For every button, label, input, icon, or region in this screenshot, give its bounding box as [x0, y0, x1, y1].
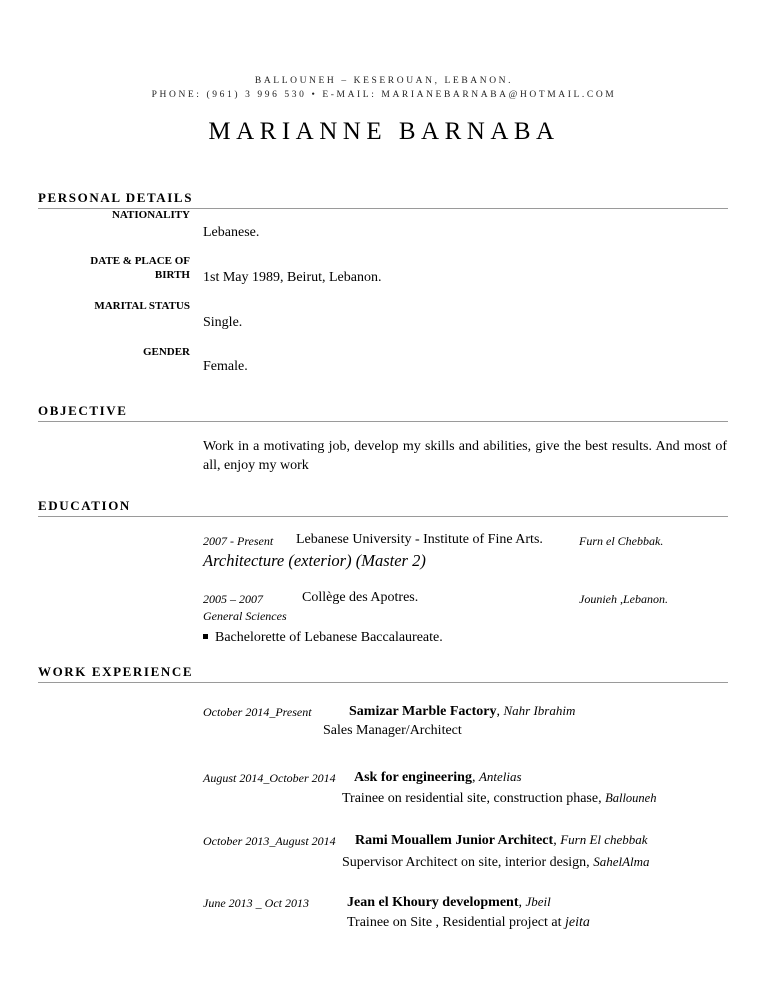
work-place: Nahr Ibrahim	[503, 703, 576, 718]
education-degree: Architecture (exterior) (Master 2)	[203, 551, 426, 570]
nationality-value: Lebanese.	[203, 225, 260, 240]
work-company: Jean el Khoury development	[347, 895, 519, 910]
bullet-square-icon	[203, 634, 208, 639]
contact-line: PHONE: (961) 3 996 530 • E-MAIL: MARIANEBARNABA@HOTMAIL.COM	[151, 90, 617, 100]
education-date: 2007 - Present	[203, 534, 274, 548]
work-role-line	[342, 854, 650, 871]
bullet-text: Bachelorette of Lebanese Baccalaureate.	[215, 630, 443, 645]
work-role-place: SahelAlma	[593, 854, 650, 869]
dob-value: 1st May 1989, Beirut, Lebanon.	[203, 270, 382, 285]
gender-value: Female.	[203, 359, 248, 374]
work-company-line: Ask for engineering, Antelias	[354, 769, 522, 785]
education-place: Jounieh ,Lebanon.	[579, 592, 668, 606]
work-date: October 2013_August 2014	[203, 834, 336, 848]
section-title-education: EDUCATION	[38, 498, 131, 513]
nationality-label: NATIONALITY	[111, 209, 190, 221]
work-company-line: Rami Mouallem Junior Architect, Furn El chebbak	[355, 832, 648, 848]
section-title-work-experience: WORK EXPERIENCE	[38, 664, 194, 679]
education-field: General Sciences	[203, 609, 287, 623]
education-bullet-item	[203, 630, 443, 646]
work-company-line: Jean el Khoury development, Jbeil	[347, 894, 551, 910]
dob-label-line-1: DATE & PLACE OF	[90, 255, 190, 267]
work-date: October 2014_Present	[203, 705, 312, 719]
work-role-line	[347, 915, 590, 931]
address-line: BALLOUNEH – KESEROUAN, LEBANON.	[254, 76, 514, 86]
work-role: Trainee on Site , Residential project at	[347, 915, 562, 930]
work-role: Sales Manager/Architect	[323, 723, 462, 738]
work-role: Trainee on residential site, construction phase,	[342, 791, 602, 806]
objective-text: Work in a motivating job, develop my skills and abilities, give the best results. And most of all, enjoy my work	[203, 439, 727, 473]
work-company-line: Samizar Marble Factory, Nahr Ibrahim	[349, 703, 576, 719]
work-place: Jbeil	[525, 894, 551, 909]
marital-status-label: MARITAL STATUS	[94, 300, 190, 312]
work-role-place: Ballouneh	[605, 791, 657, 805]
work-role-line	[342, 791, 656, 807]
work-role-place: jeita	[565, 915, 590, 930]
work-place: Antelias	[478, 769, 522, 784]
work-role: Supervisor Architect on site, interior design,	[342, 855, 590, 870]
education-school: Lebanese University - Institute of Fine Arts.	[296, 532, 543, 547]
work-date: June 2013 _ Oct 2013	[203, 896, 309, 910]
candidate-name: MARIANNE BARNABA	[208, 118, 560, 145]
section-divider	[38, 682, 728, 683]
marital-status-value: Single.	[203, 315, 243, 330]
gender-label: GENDER	[142, 346, 190, 358]
work-company: Ask for engineering	[354, 770, 472, 785]
work-place: Furn El chebbak	[560, 832, 648, 847]
work-company: Rami Mouallem Junior Architect	[355, 833, 554, 848]
section-divider	[38, 421, 728, 422]
dob-label-line-2: BIRTH	[154, 269, 190, 281]
section-title-objective: OBJECTIVE	[38, 403, 128, 418]
section-title-personal-details: PERSONAL DETAILS	[38, 190, 194, 205]
section-divider	[38, 516, 728, 517]
education-date: 2005 – 2007	[203, 592, 263, 606]
education-place: Furn el Chebbak.	[579, 534, 664, 548]
work-date: August 2014_October 2014	[203, 771, 336, 785]
work-company: Samizar Marble Factory	[349, 704, 497, 719]
education-school: Collège des Apotres.	[302, 590, 419, 605]
